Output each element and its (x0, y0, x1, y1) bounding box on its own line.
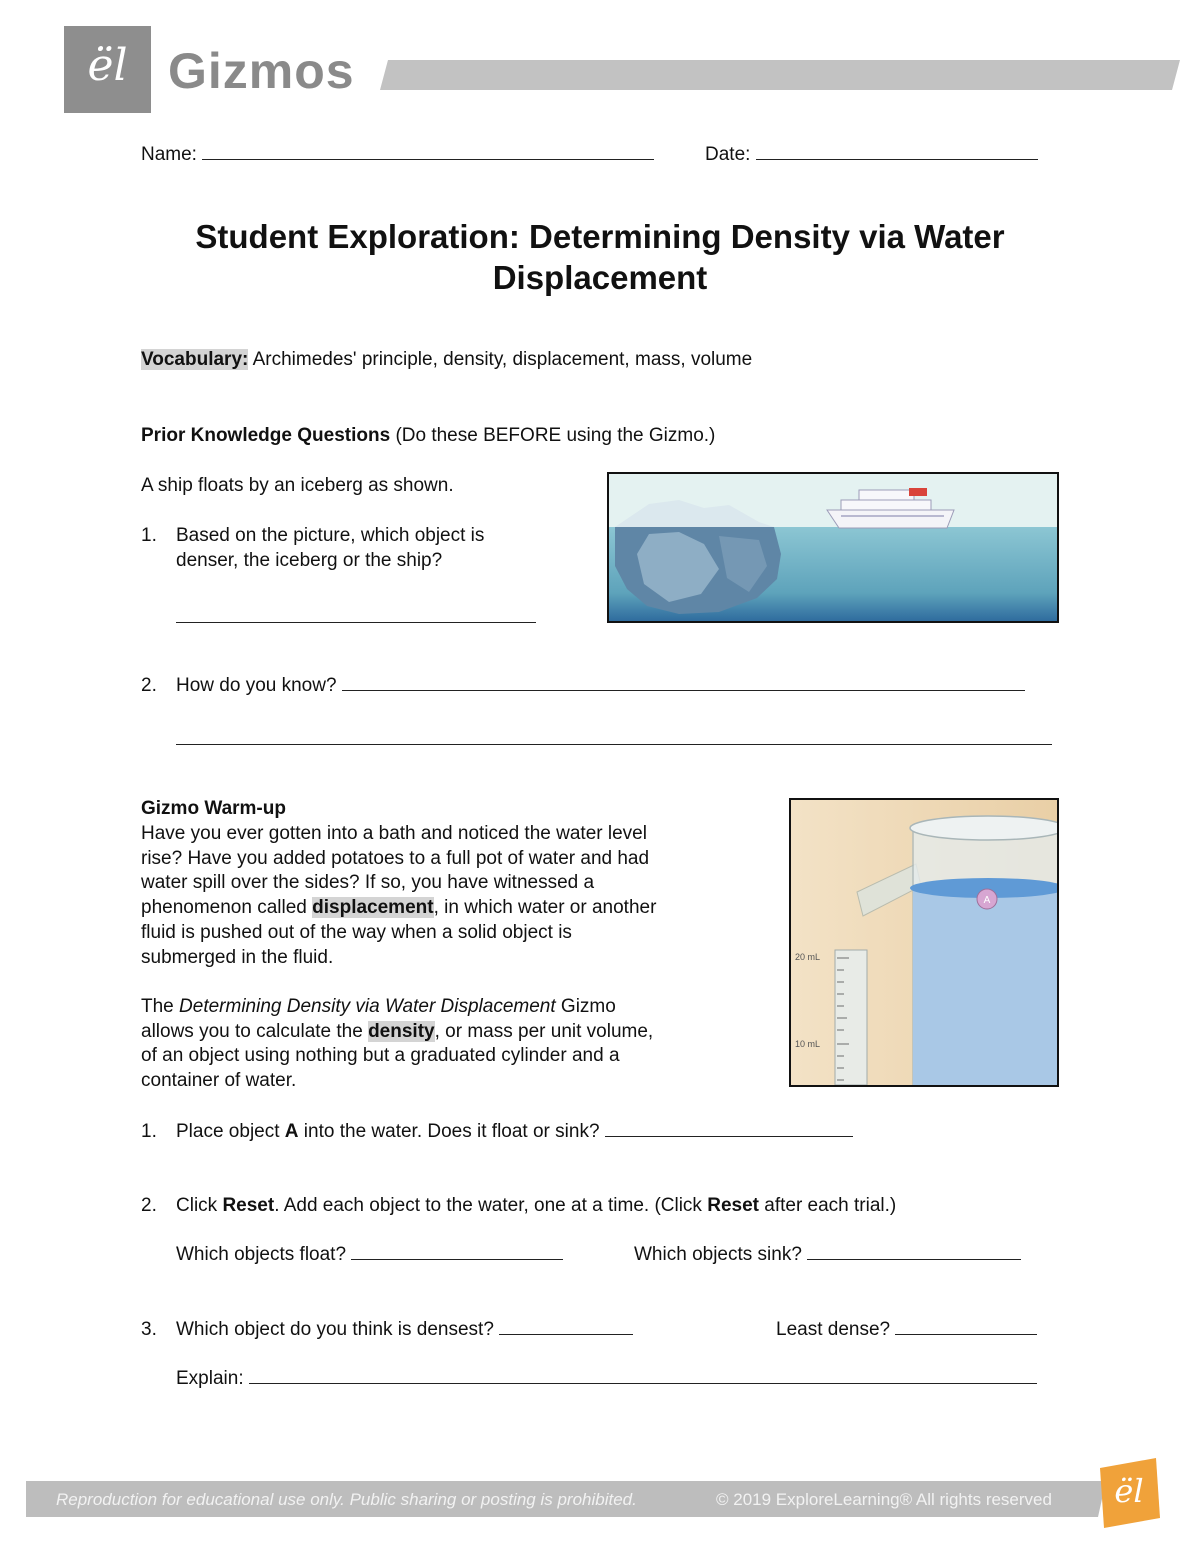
warmup-p2-line3: of an object using nothing but a graduated cylinder and a (141, 1045, 620, 1066)
iceberg-ship-image (607, 472, 1059, 623)
warmup-p1-line1: Have you ever gotten into a bath and noticed the water level (141, 823, 647, 844)
wu-q3-explain (176, 1367, 1037, 1392)
warmup-p2-line1 (141, 995, 616, 1020)
vocabulary-label: Vocabulary: (141, 349, 249, 370)
logo-glyph: ël (87, 40, 128, 91)
wu-q2-float-blank[interactable] (351, 1243, 563, 1260)
wu-q3-least (776, 1318, 1037, 1343)
prior-knowledge-heading (141, 424, 715, 449)
footer-badge-icon (1094, 1458, 1164, 1530)
name-blank[interactable] (202, 143, 654, 160)
pk-q1-answer-blank[interactable] (176, 606, 536, 623)
cylinder-label-20: 20 mL (795, 952, 821, 962)
wu-q2-sink (634, 1243, 1021, 1268)
wu-q2-mid: . Add each object to the water, one at a time. (Click (274, 1195, 708, 1216)
prior-knowledge-note: (Do these BEFORE using the Gizmo.) (395, 425, 716, 446)
wu-q2-reset-1: Reset (222, 1195, 275, 1216)
header-bar (380, 60, 1180, 90)
wu-q3-number: 3. (141, 1319, 157, 1340)
term-density: density (368, 1021, 435, 1042)
date-blank[interactable] (756, 143, 1038, 160)
wu-q2-sink-blank[interactable] (807, 1243, 1021, 1260)
pk-q2-text: How do you know? (176, 675, 337, 696)
wu-q3 (176, 1318, 633, 1343)
warmup-p2-line2-pre: allows you to calculate the (141, 1021, 369, 1042)
warmup-p1-line4-post: , in which water or another (433, 897, 657, 918)
prior-knowledge-title: Prior Knowledge Questions (141, 425, 391, 446)
footer-notice: Reproduction for educational use only. Public sharing or posting is prohibited. (56, 1490, 637, 1509)
object-a-label: A (983, 895, 991, 906)
wu-q1-pre: Place object (176, 1121, 285, 1142)
wu-q2 (176, 1194, 896, 1219)
gizmo-cylinder-image (789, 798, 1059, 1087)
gizmo-title-italic: Determining Density via Water Displacement (179, 996, 556, 1017)
wu-q2-sink-label: Which objects sink? (634, 1244, 802, 1265)
pk-q2-answer-blank-2[interactable] (176, 728, 1052, 745)
footer-copyright: © 2019 ExploreLearning® All rights reserved (716, 1490, 1052, 1509)
wu-q1-post: into the water. Does it float or sink? (298, 1121, 600, 1142)
wu-q2-float (176, 1243, 563, 1268)
cylinder-label-10: 10 mL (795, 1039, 821, 1049)
wu-q2-post: after each trial.) (758, 1195, 897, 1216)
prior-knowledge-intro: A ship floats by an iceberg as shown. (141, 475, 454, 496)
date-field[interactable] (705, 143, 1038, 168)
wu-q3-least-blank[interactable] (895, 1318, 1037, 1335)
vocabulary-terms: Archimedes' principle, density, displacement, mass, volume (252, 349, 753, 370)
warmup-p2-line2 (141, 1020, 653, 1045)
name-label: Name: (141, 144, 197, 165)
pk-q2 (176, 674, 1025, 699)
warmup-p1-line3: water spill over the sides? If so, you have witnessed a (141, 872, 595, 893)
pk-q1-line1: Based on the picture, which object is (176, 525, 485, 546)
warmup-p2-line1-post: Gizmo (555, 996, 616, 1017)
wu-q3-densest-blank[interactable] (499, 1318, 633, 1335)
wu-q1 (176, 1120, 853, 1145)
pk-q2-answer-blank[interactable] (342, 674, 1025, 691)
warmup-p1-line2: rise? Have you added potatoes to a full pot of water and had (141, 848, 650, 869)
footer-badge-glyph: ël (1114, 1472, 1144, 1510)
pk-q1-number: 1. (141, 525, 157, 546)
warmup-p1-line4-pre: phenomenon called (141, 897, 313, 918)
name-field[interactable] (141, 143, 654, 168)
term-displacement: displacement (312, 897, 434, 918)
iceberg-ship-illustration (609, 474, 1057, 621)
warmup-p1-line6: submerged in the fluid. (141, 947, 334, 968)
page-title: Student Exploration: Determining Density via Water Displacement (195, 218, 1005, 296)
pk-q1-line2: denser, the iceberg or the ship? (176, 550, 443, 571)
warmup-p2-line1-pre: The (141, 996, 180, 1017)
warmup-p2-line2-post: , or mass per unit volume, (434, 1021, 654, 1042)
gizmo-cylinder-illustration (791, 800, 1057, 1085)
brand-name: Gizmos (168, 43, 355, 99)
wu-q3-explain-label: Explain: (176, 1368, 244, 1389)
vocabulary (141, 348, 752, 373)
warmup-p1-line4 (141, 896, 656, 921)
wu-q3-least-label: Least dense? (776, 1319, 891, 1340)
warmup-heading: Gizmo Warm-up (141, 798, 286, 819)
warmup-p1-line5: fluid is pushed out of the way when a solid object is (141, 922, 572, 943)
wu-q2-float-label: Which objects float? (176, 1244, 347, 1265)
pk-q2-number: 2. (141, 675, 157, 696)
logo-icon (64, 26, 151, 113)
wu-q1-object: A (284, 1121, 299, 1142)
wu-q2-reset-2: Reset (707, 1195, 759, 1216)
wu-q2-pre: Click (176, 1195, 223, 1216)
wu-q1-answer-blank[interactable] (605, 1120, 853, 1137)
wu-q2-number: 2. (141, 1195, 157, 1216)
wu-q1-number: 1. (141, 1121, 157, 1142)
date-label: Date: (705, 144, 751, 165)
wu-q3-explain-blank[interactable] (249, 1367, 1037, 1384)
wu-q3-text: Which object do you think is densest? (176, 1319, 494, 1340)
warmup-p2-line4: container of water. (141, 1070, 297, 1091)
